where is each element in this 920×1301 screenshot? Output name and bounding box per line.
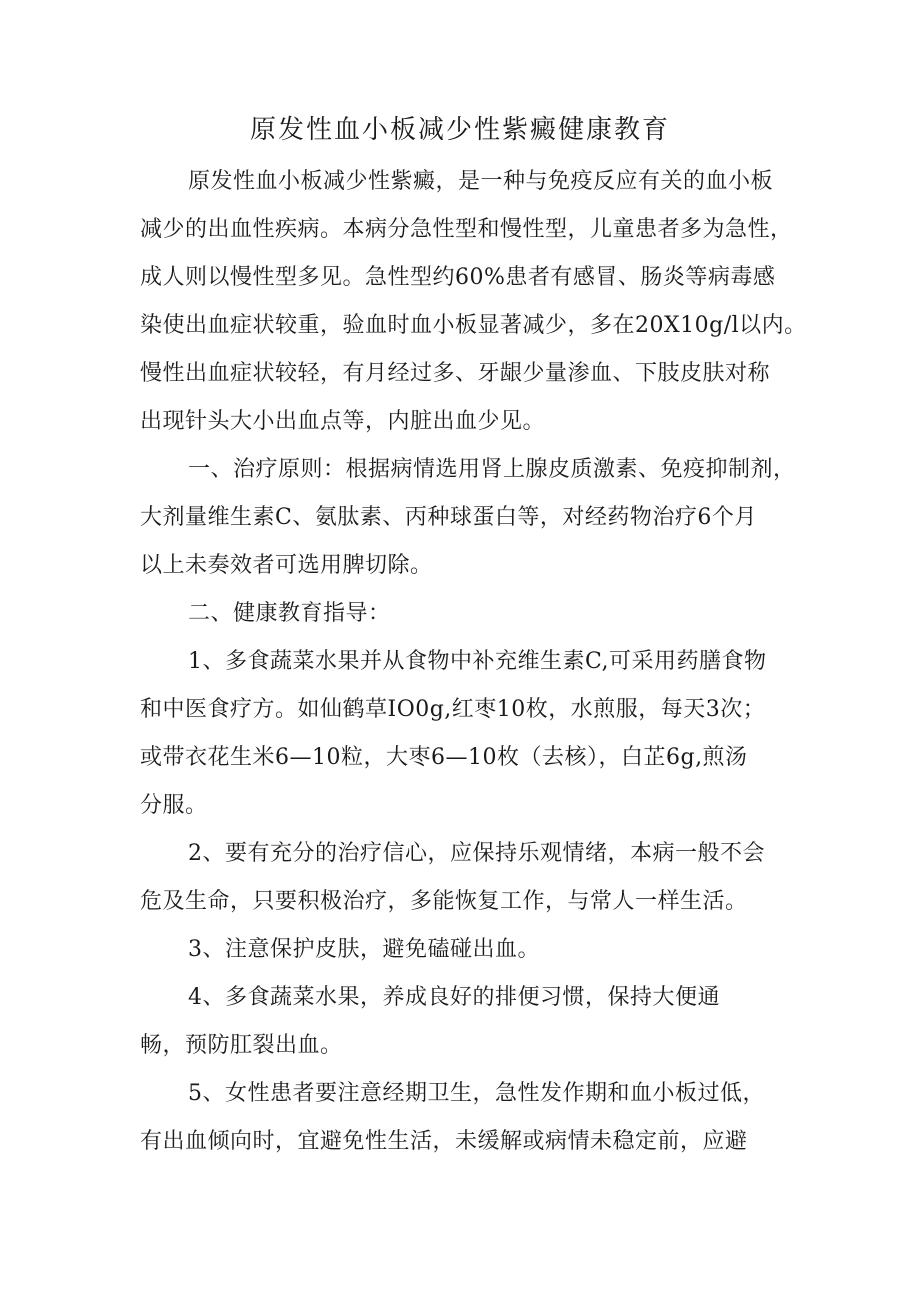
list-item-5: 5、女性患者要注意经期卫生，急性发作期和血小板过低， [188,1081,765,1106]
paragraph-line: 成人则以慢性型多见。急性型约60%患者有感冒、肠炎等病毒感 [140,265,776,290]
paragraph-line: 大剂量维生素C、氨肽素、丙种球蛋白等，对经药物治疗6个月 [140,505,757,530]
paragraph-line: 出现针头大小出血点等，内脏出血少见。 [140,409,546,434]
paragraph-line: 和中医食疗方。如仙鹤草IO0g,红枣10枚，水煎服，每天3次； [140,697,766,722]
paragraph-line: 或带衣花生米6—10粒，大枣6—10枚（去核），白芷6g,煎汤 [140,745,748,770]
section-heading-treatment: 一、治疗原则：根据病情选用肾上腺皮质激素、免疫抑制剂， [188,457,796,482]
paragraph-line: 危及生命，只要积极治疗，多能恢复工作，与常人一样生活。 [140,889,748,914]
paragraph-line: 畅，预防肛裂出血。 [140,1033,343,1058]
paragraph-line: 减少的出血性疾病。本病分急性型和慢性型，儿童患者多为急性， [140,217,793,242]
paragraph-line: 慢性出血症状较轻，有月经过多、牙龈少量渗血、下肢皮肤对称 [140,361,771,386]
paragraph-line: 以上未奏效者可选用脾切除。 [140,553,433,578]
paragraph-line: 染使出血症状较重，验血时血小板显著减少，多在20X10g/l以内。 [140,313,807,338]
list-item-1: 1、多食蔬菜水果并从食物中补充维生素C,可采用药膳食物 [188,649,767,674]
section-heading-guidance: 二、健康教育指导： [188,601,391,626]
list-item-4: 4、多食蔬菜水果，养成良好的排便习惯，保持大便通 [188,985,720,1010]
list-item-2: 2、要有充分的治疗信心，应保持乐观情绪，本病一般不会 [188,841,765,866]
document-title: 原发性血小板减少性紫癜健康教育 [249,115,670,145]
paragraph-line: 分服。 [140,793,208,818]
paragraph-line: 原发性血小板减少性紫癜，是一种与免疫反应有关的血小板 [188,169,774,194]
list-item-3: 3、注意保护皮肤，避免磕碰出血。 [188,937,540,962]
paragraph-line: 有出血倾向时，宜避免性生活，未缓解或病情未稳定前，应避 [140,1129,748,1154]
